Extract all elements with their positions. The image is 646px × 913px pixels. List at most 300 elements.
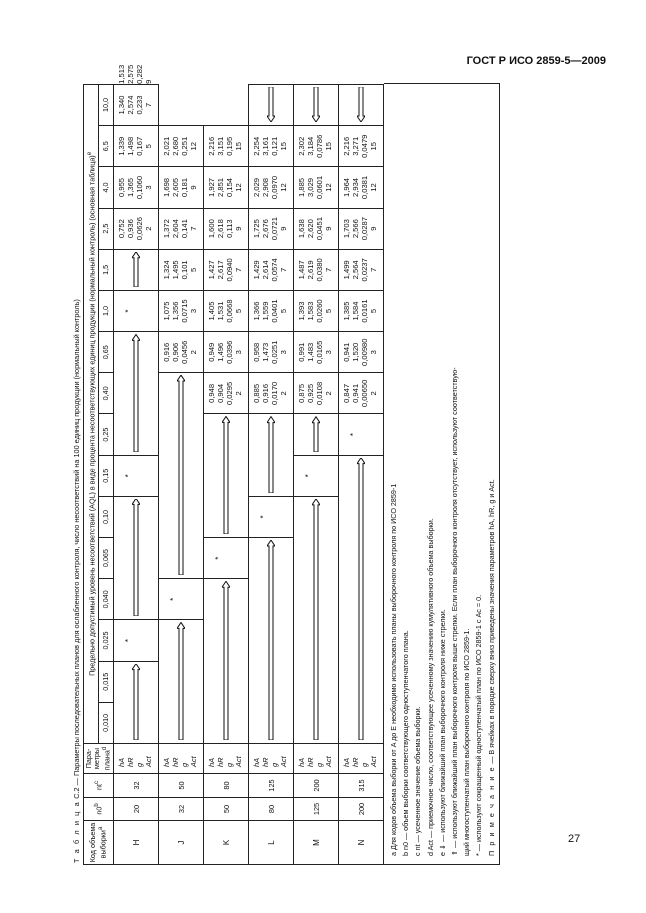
- plan-value: 0,154: [225, 177, 234, 197]
- arrow-down-icon: [132, 499, 140, 617]
- plan-value: 0,0479: [360, 134, 369, 158]
- plan-value: 0,121: [270, 136, 279, 156]
- col-n0: n0$^b$: [84, 798, 114, 821]
- plan-value: 9: [323, 226, 333, 231]
- plan-value: 1,340: [117, 95, 127, 115]
- plan-value: 1,964: [342, 177, 352, 197]
- note-d: d Act — приемочное число, соответствующее усеченному значению кумулятивного объема выборки.: [425, 518, 435, 856]
- note-e1: e ⇓ — используют ближайший план выборочного контроля ниже стрелки.: [437, 609, 447, 856]
- n0-cell: 20: [114, 798, 159, 821]
- plan-values-cell: [339, 249, 384, 290]
- n0-cell: 200: [339, 798, 384, 821]
- plan-values-cell: [249, 332, 294, 373]
- plan-value: 0,936: [126, 219, 136, 239]
- plan-value: 3,029: [306, 177, 316, 197]
- plan-value: 12: [188, 142, 198, 151]
- params-cell: [204, 744, 249, 774]
- param-label: Act: [368, 756, 378, 767]
- aql-level: 0,010: [99, 702, 114, 743]
- plan-value: 3: [188, 308, 198, 314]
- plan-values-cell: [294, 373, 339, 414]
- param-label: hR: [126, 757, 136, 767]
- aql-level: 0,15: [99, 455, 114, 496]
- plan-value: 0,181: [180, 177, 189, 197]
- arrow-down-icon: [357, 458, 365, 740]
- rotated-table-area: [72, 64, 577, 865]
- arrow-down-icon: [132, 664, 140, 740]
- aql-level: 0,065: [99, 538, 114, 579]
- plan-values-cell: [294, 167, 339, 208]
- table-row: [159, 84, 204, 864]
- plan-value: 1,427: [207, 260, 217, 280]
- note-remark: П р и м е ч а н и е — В ячейках в порядке сверху вниз приведены значения параметров hA, hR, g и Act.: [486, 479, 496, 856]
- plan-values-cell: [294, 208, 339, 249]
- plan-value: 0,0381: [360, 175, 369, 200]
- arrow-down-icon: [222, 417, 230, 535]
- star-marker: *: [303, 474, 313, 478]
- plan-value: 5: [233, 308, 243, 314]
- code-cell: H: [114, 821, 159, 865]
- plan-value: 2: [323, 391, 333, 396]
- plan-value: 9: [188, 185, 198, 190]
- col-code: Код объема выборки$^a$: [84, 821, 114, 865]
- plan-value: 0,141: [180, 219, 189, 239]
- param-label: Act: [278, 756, 288, 767]
- param-label: hR: [261, 757, 271, 767]
- plan-value: 2: [143, 226, 153, 231]
- plan-value: 2,029: [252, 177, 262, 197]
- table-notes: [384, 83, 500, 865]
- plan-value: 0,847: [342, 383, 352, 403]
- plan-value: 1,075: [162, 301, 172, 321]
- param-label: hR: [216, 757, 226, 767]
- plan-value: 1,520: [351, 342, 361, 362]
- document-header: ГОСТ Р ИСО 2859-5—2009: [466, 55, 606, 67]
- plan-value: 1,385: [342, 301, 352, 321]
- plan-value: 9: [278, 226, 288, 231]
- plan-values-cell: [249, 373, 294, 414]
- plan-value: 5: [278, 308, 288, 314]
- params-cell: [114, 744, 159, 774]
- plan-value: 1,405: [207, 301, 217, 321]
- plan-values-cell: [204, 249, 249, 290]
- star-cell: [114, 455, 159, 496]
- arrow-down-cell: [204, 414, 249, 538]
- star-cell: [159, 579, 204, 620]
- table-caption: Т а б л и ц а С.2 — Параметры последовательных планов для ослабленного контроля, число несоответствий на 100 единиц продукции (нормальный контроль): [72, 299, 81, 863]
- plan-values-cell: [339, 167, 384, 208]
- params-cell: [294, 744, 339, 774]
- aql-level: 1,0: [99, 290, 114, 331]
- plan-value: 2,680: [171, 136, 181, 156]
- aql-level: 0,25: [99, 414, 114, 455]
- star-marker: *: [213, 556, 223, 560]
- plan-value: 15: [278, 142, 288, 151]
- plan-value: 0,958: [252, 342, 262, 362]
- star-cell: [294, 455, 339, 496]
- plan-values-cell: [204, 126, 249, 167]
- plan-values-cell: [204, 167, 249, 208]
- aql-level: 0,65: [99, 332, 114, 373]
- plan-value: 2,908: [261, 177, 271, 197]
- plan-value: 0,251: [180, 136, 189, 156]
- arrow-down-cell: [249, 414, 294, 496]
- plan-value: 3,151: [216, 136, 226, 156]
- plan-values-cell: [159, 208, 204, 249]
- plan-value: 0,0970: [270, 175, 279, 200]
- plan-value: 2,620: [306, 219, 316, 239]
- plan-values-cell: [294, 249, 339, 290]
- plan-value: 0,875: [297, 383, 307, 403]
- arrow-up-icon: [267, 87, 275, 122]
- plan-value: 12: [233, 183, 243, 192]
- arrow-down-icon: [177, 622, 185, 740]
- arrow-down-cell: [294, 414, 339, 455]
- plan-value: 5: [323, 308, 333, 314]
- plan-value: 3: [233, 350, 243, 355]
- star-marker: *: [348, 433, 358, 437]
- n0-cell: 125: [294, 798, 339, 821]
- param-label: hA: [117, 757, 127, 767]
- param-label: g: [360, 762, 369, 767]
- param-label: g: [225, 762, 234, 767]
- plan-values-cell: [204, 208, 249, 249]
- plan-value: 1,495: [171, 260, 181, 280]
- nt-cell: 125: [249, 774, 294, 798]
- plan-value: 1,339: [117, 136, 127, 156]
- plan-value: 2,302: [297, 136, 307, 156]
- param-label: g: [270, 762, 279, 767]
- plan-value: 0,1060: [135, 175, 144, 200]
- code-cell: L: [249, 821, 294, 865]
- plan-value: 0,949: [207, 342, 217, 362]
- aql-level: 2,5: [99, 208, 114, 249]
- param-label: Act: [143, 756, 153, 767]
- arrow-down-cell: [249, 538, 294, 744]
- arrow-down-icon: [132, 334, 140, 452]
- plan-value: 2,216: [207, 136, 217, 156]
- plan-value: 12: [323, 183, 333, 192]
- plan-values-cell: [159, 290, 204, 331]
- plan-value: 2,574: [126, 95, 136, 115]
- arrow-down-cell: [339, 455, 384, 743]
- plan-values-cell: [159, 167, 204, 208]
- star-marker: *: [123, 309, 133, 313]
- aql-level: 4,0: [99, 167, 114, 208]
- plan-values-cell: [249, 290, 294, 331]
- plan-value: 5: [368, 308, 378, 314]
- star-cell: [339, 414, 384, 455]
- plan-values-cell: [204, 332, 249, 373]
- plan-value: 1,499: [342, 260, 352, 280]
- plan-value: 2,934: [351, 177, 361, 197]
- nt-cell: 80: [204, 774, 249, 798]
- plan-value: 1,531: [216, 301, 226, 321]
- plan-value: 1,487: [297, 260, 307, 280]
- arrow-down-icon: [222, 581, 230, 740]
- plan-value: 9: [368, 226, 378, 231]
- plan-value: 0,233: [135, 95, 144, 115]
- arrow-up-cell: [249, 84, 294, 125]
- plan-value: 12: [368, 183, 378, 192]
- arrow-down-cell: [159, 620, 204, 744]
- arrow-down-icon: [267, 540, 275, 740]
- param-label: hA: [252, 757, 262, 767]
- plan-value: 0,955: [117, 177, 127, 197]
- arrow-up-icon: [357, 87, 365, 122]
- plan-value: 0,916: [261, 383, 271, 403]
- plan-value: 1,885: [297, 177, 307, 197]
- plan-value: 2: [278, 391, 288, 396]
- param-label: g: [315, 762, 324, 767]
- plan-values-cell: [204, 373, 249, 414]
- plan-value: 15: [323, 142, 333, 151]
- note-e3: щий многоступенчатый план выборочного контроля по ИСО 2859-1.: [462, 628, 472, 856]
- code-cell: M: [294, 821, 339, 865]
- star-marker: *: [123, 474, 133, 478]
- plan-value: 0,0626: [135, 217, 144, 241]
- table-row: [249, 84, 294, 864]
- arrow-up-icon: [312, 87, 320, 122]
- aql-level: 1,5: [99, 249, 114, 290]
- plan-value: 0,0295: [225, 381, 234, 406]
- plan-values-cell: [159, 249, 204, 290]
- plan-value: 2,614: [261, 260, 271, 280]
- plan-value: 7: [323, 267, 333, 272]
- nt-cell: 315: [339, 774, 384, 798]
- code-cell: J: [159, 821, 204, 865]
- params-cell: [339, 744, 384, 774]
- star-cell: [114, 620, 159, 661]
- col-aql-header: Предельно допустимый уровень несоответствий (AQL) в виде процента несоответствующих единиц продукции (нормальный контроль) (основная таблица)$^e$: [84, 84, 99, 743]
- plan-value: 2,676: [261, 219, 271, 239]
- star-cell: [114, 290, 159, 331]
- plan-value: 3: [323, 350, 333, 355]
- nt-cell: 32: [114, 774, 159, 798]
- plan-value: 7: [368, 267, 378, 272]
- plan-value: 1,559: [261, 301, 271, 321]
- plan-value: 1,638: [297, 219, 307, 239]
- note-e2: ⇑ — используют ближайший план выборочного контроля выше стрелки. Если план выборочного контроля отсутствует, используют соответствую-: [450, 367, 460, 856]
- plan-value: 2,618: [216, 219, 226, 239]
- aql-level: 0,015: [99, 661, 114, 702]
- aql-level: 6,5: [99, 126, 114, 167]
- plan-value: 1,365: [126, 177, 136, 197]
- plan-value: 1,600: [207, 219, 217, 239]
- plan-value: 2,604: [171, 219, 181, 239]
- plan-value: 1,483: [306, 342, 316, 362]
- aql-level: 0,10: [99, 496, 114, 537]
- param-label: Act: [188, 756, 198, 767]
- plan-values-cell: [114, 167, 159, 208]
- plan-value: 0,904: [216, 383, 226, 403]
- plan-value: 1,429: [252, 260, 262, 280]
- page-number: 27: [568, 833, 581, 845]
- param-label: hR: [171, 757, 181, 767]
- plan-value: 0,941: [351, 383, 361, 403]
- plan-value: 0,916: [162, 342, 172, 362]
- plan-value: 2,851: [216, 177, 226, 197]
- arrow-down-icon: [312, 417, 320, 452]
- header-row: [84, 84, 99, 864]
- plan-value: 0,948: [207, 383, 217, 403]
- plan-value: 5: [143, 144, 153, 149]
- plan-value: 0,0165: [315, 340, 324, 364]
- plan-value: 0,0260: [315, 299, 324, 323]
- plan-values-cell: [159, 126, 204, 167]
- plan-value: 2: [368, 391, 378, 396]
- plan-values-cell: [249, 126, 294, 167]
- plan-value: 0,0237: [360, 258, 369, 282]
- plan-value: 3: [143, 185, 153, 190]
- plan-value: 9: [233, 226, 243, 231]
- plan-value: 0,113: [225, 219, 234, 238]
- aql-level: 0,040: [99, 579, 114, 620]
- param-label: hR: [306, 757, 316, 767]
- plan-values-cell: [114, 126, 159, 167]
- plan-value: 1,725: [252, 219, 262, 239]
- aql-level: 0,40: [99, 373, 114, 414]
- plan-value: 0,0721: [270, 217, 279, 241]
- plan-value: 0,752: [117, 219, 127, 239]
- col-params: Пара-метры плана$^d$: [84, 744, 114, 774]
- arrow-down-cell: [114, 249, 159, 290]
- plan-value: 2,617: [216, 260, 226, 280]
- table-row: [339, 84, 384, 864]
- plan-value: 0,195: [225, 136, 234, 156]
- plan-value: 2,254: [252, 136, 262, 156]
- plan-values-cell: [339, 290, 384, 331]
- plan-value: 0,885: [252, 383, 262, 403]
- params-cell: [249, 744, 294, 774]
- plan-values-cell: [339, 126, 384, 167]
- plan-value: 1,393: [297, 301, 307, 321]
- plan-value: 1,372: [162, 219, 172, 239]
- note-b: b n0 — объем выборки соответствующего одноступенчатого плана.: [401, 630, 411, 856]
- n0-cell: 50: [204, 798, 249, 821]
- plan-values-cell: [294, 290, 339, 331]
- plan-values-cell: [249, 249, 294, 290]
- param-label: hA: [297, 757, 307, 767]
- plan-value: 0,0396: [225, 340, 234, 364]
- plan-values-cell: [339, 208, 384, 249]
- plan-value: 0,0940: [225, 258, 234, 282]
- note-a: a Для кодов объема выборки от A до E необходимо использовать планы выборочного контроля по ИСО 2859-1: [389, 483, 398, 856]
- param-label: g: [135, 762, 144, 767]
- note-f: * — используют сокращенный одноступенчатый план по ИСО 2859-1 с Ac = 0.: [474, 594, 484, 856]
- nt-cell: 200: [294, 774, 339, 798]
- plan-value: 0,0668: [225, 299, 234, 323]
- star-cell: [204, 538, 249, 579]
- plan-value: 1,496: [216, 342, 226, 362]
- nt-cell: 50: [159, 774, 204, 798]
- code-cell: K: [204, 821, 249, 865]
- arrow-down-cell: [204, 579, 249, 744]
- n0-cell: 32: [159, 798, 204, 821]
- plan-value: 0,0715: [180, 299, 189, 323]
- plan-value: 1,698: [162, 177, 172, 197]
- param-label: hA: [207, 757, 217, 767]
- plan-value: 7: [188, 226, 198, 231]
- plan-value: 2,216: [342, 136, 352, 156]
- plan-value: 1,583: [306, 301, 316, 321]
- plan-value: 15: [368, 142, 378, 151]
- param-label: hA: [162, 757, 172, 767]
- plan-value: 7: [278, 267, 288, 272]
- plan-value: 0,941: [342, 342, 352, 362]
- plan-value: 5: [188, 267, 198, 272]
- plan-value: 3,271: [351, 136, 361, 156]
- arrow-down-icon: [132, 252, 140, 287]
- plan-value: 3: [368, 350, 378, 355]
- aql-level: 10,0: [99, 84, 114, 125]
- plan-value: 2,619: [306, 260, 316, 280]
- plan-value: 3,161: [261, 136, 271, 156]
- star-marker: *: [123, 638, 133, 643]
- plan-value: 12: [278, 183, 288, 192]
- plan-value: 0,0108: [315, 381, 324, 406]
- plan-values-cell: [294, 126, 339, 167]
- plan-value: 1,703: [342, 219, 352, 239]
- star-marker: *: [258, 515, 268, 519]
- plan-values-cell: [249, 208, 294, 249]
- sampling-plan-table: [83, 64, 384, 865]
- plan-value: 2,021: [162, 136, 172, 156]
- arrow-down-icon: [312, 499, 320, 740]
- plan-value: 1,473: [261, 342, 271, 362]
- param-label: g: [180, 762, 189, 767]
- plan-value: 2,605: [171, 177, 181, 197]
- plan-value: 1,584: [351, 301, 361, 321]
- param-label: hA: [342, 757, 352, 767]
- plan-value: 0,0786: [315, 134, 324, 158]
- plan-value: 2: [188, 350, 198, 355]
- code-cell: N: [339, 821, 384, 865]
- arrow-down-cell: [114, 496, 159, 620]
- arrow-down-cell: [114, 332, 159, 456]
- plan-value: 0,0161: [360, 299, 369, 323]
- plan-value: 0,991: [297, 342, 307, 362]
- table-row: [294, 84, 339, 864]
- plan-value: 1,356: [171, 301, 181, 321]
- arrow-down-icon: [267, 417, 275, 493]
- arrow-down-cell: [114, 661, 159, 743]
- plan-value: 2,566: [351, 219, 361, 239]
- arrow-down-cell: [159, 373, 204, 579]
- arrow-down-icon: [177, 375, 185, 575]
- table-row: [204, 84, 249, 864]
- arrow-up-cell: [339, 84, 384, 125]
- plan-values-cell: [114, 208, 159, 249]
- plan-value: 1,927: [207, 177, 217, 197]
- params-cell: [159, 744, 204, 774]
- plan-values-cell: [294, 332, 339, 373]
- plan-values-cell: [159, 332, 204, 373]
- aql-level: 0,025: [99, 620, 114, 661]
- arrow-up-cell: [294, 84, 339, 125]
- plan-value: 7: [233, 267, 243, 272]
- plan-value: 3,184: [306, 136, 316, 156]
- plan-value: 0,0380: [315, 258, 324, 282]
- table-row: H 20 32 hA hR g Act * * * 0,752 0,936 0,0626 2 0,955 1,365 0,1060 3 1,339 1,498 0,167 5 1,340 2,574 0,233 7 1,513 2,575 0,282 9: [114, 84, 159, 864]
- star-cell: [249, 496, 294, 537]
- plan-values-cell: [249, 167, 294, 208]
- note-c: c nt — усеченное значение объема выборки.: [413, 706, 423, 856]
- plan-value: 0,0287: [360, 217, 369, 241]
- plan-value: 0,0601: [315, 175, 324, 200]
- plan-value: 0,00650: [360, 379, 369, 408]
- param-label: Act: [233, 756, 243, 767]
